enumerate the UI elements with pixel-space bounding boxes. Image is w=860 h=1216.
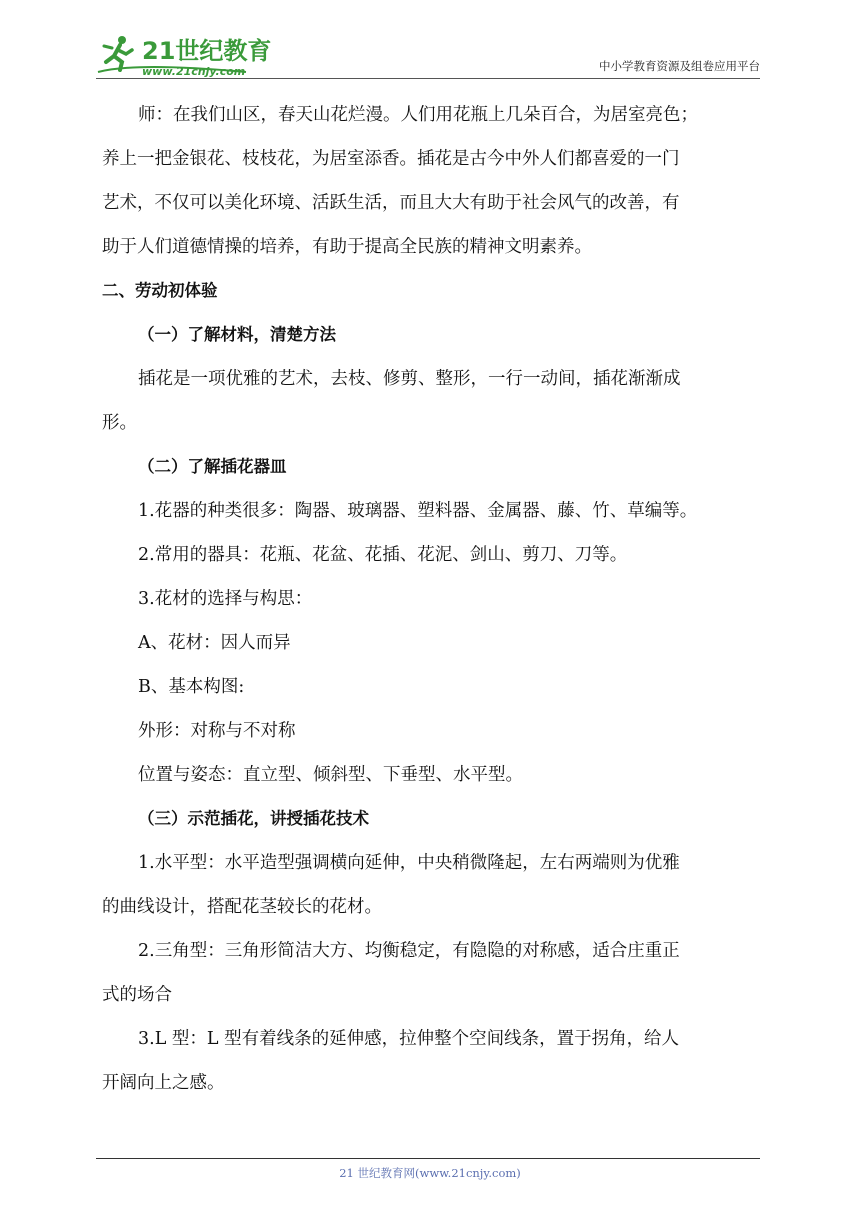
header-divider <box>96 78 760 79</box>
section-heading-2: 二、劳动初体验 <box>102 281 218 300</box>
intro-line-1: 师：在我们山区，春天山花烂漫。人们用花瓶上几朵百合，为居室亮色； <box>138 105 698 125</box>
vessel-item-2: 2.常用的器具：花瓶、花盆、花插、花泥、剑山、剪刀、刀等。 <box>138 545 628 565</box>
document-body <box>102 104 760 1094</box>
subheading-2: （二）了解插花器皿 <box>138 457 287 476</box>
runner-logo-icon <box>96 32 296 78</box>
material-item-a: A、花材：因人而异 <box>138 633 291 653</box>
position-line: 位置与姿态：直立型、倾斜型、下垂型、水平型。 <box>138 765 523 785</box>
method-line-2: 形。 <box>102 413 137 433</box>
logo-text: 21世纪教育 <box>142 37 272 65</box>
technique-1-line-2: 的曲线设计，搭配花茎较长的花材。 <box>102 897 382 917</box>
logo-url-text: www.21cnjy.com <box>142 65 246 78</box>
page-header <box>96 30 760 80</box>
subheading-1: （一）了解材料，清楚方法 <box>138 325 336 344</box>
intro-line-4: 助于人们道德情操的培养，有助于提高全民族的精神文明素养。 <box>102 237 592 257</box>
subheading-3: （三）示范插花，讲授插花技术 <box>138 809 369 828</box>
vessel-item-1: 1.花器的种类很多：陶器、玻璃器、塑料器、金属器、藤、竹、草编等。 <box>138 501 698 521</box>
intro-line-3: 艺术，不仅可以美化环境、活跃生活，而且大大有助于社会风气的改善，有 <box>102 193 680 213</box>
technique-2-line-2: 式的场合 <box>102 985 172 1005</box>
footer-link[interactable]: 21 世纪教育网(www.21cnjy.com) <box>339 1166 521 1180</box>
intro-line-2: 养上一把金银花、枝枝花，为居室添香。插花是古今中外人们都喜爱的一门 <box>102 149 680 169</box>
method-line-1: 插花是一项优雅的艺术，去枝、修剪、整形，一行一动间，插花渐渐成 <box>138 369 681 389</box>
footer-divider <box>96 1158 760 1159</box>
site-logo[interactable] <box>96 32 296 78</box>
platform-label: 中小学教育资源及组卷应用平台 <box>599 59 760 73</box>
technique-1-line-1: 1.水平型：水平造型强调横向延伸，中央稍微隆起，左右两端则为优雅 <box>138 853 680 873</box>
composition-item-b: B、基本构图: <box>138 677 245 697</box>
technique-3-line-1: 3.L 型：L 型有着线条的延伸感，拉伸整个空间线条，置于拐角，给人 <box>138 1029 680 1049</box>
vessel-item-3: 3.花材的选择与构思： <box>138 589 313 609</box>
technique-2-line-1: 2.三角型：三角形简洁大方、均衡稳定，有隐隐的对称感，适合庄重正 <box>138 941 680 961</box>
shape-line: 外形：对称与不对称 <box>138 721 296 741</box>
technique-3-line-2: 开阔向上之感。 <box>102 1073 225 1093</box>
